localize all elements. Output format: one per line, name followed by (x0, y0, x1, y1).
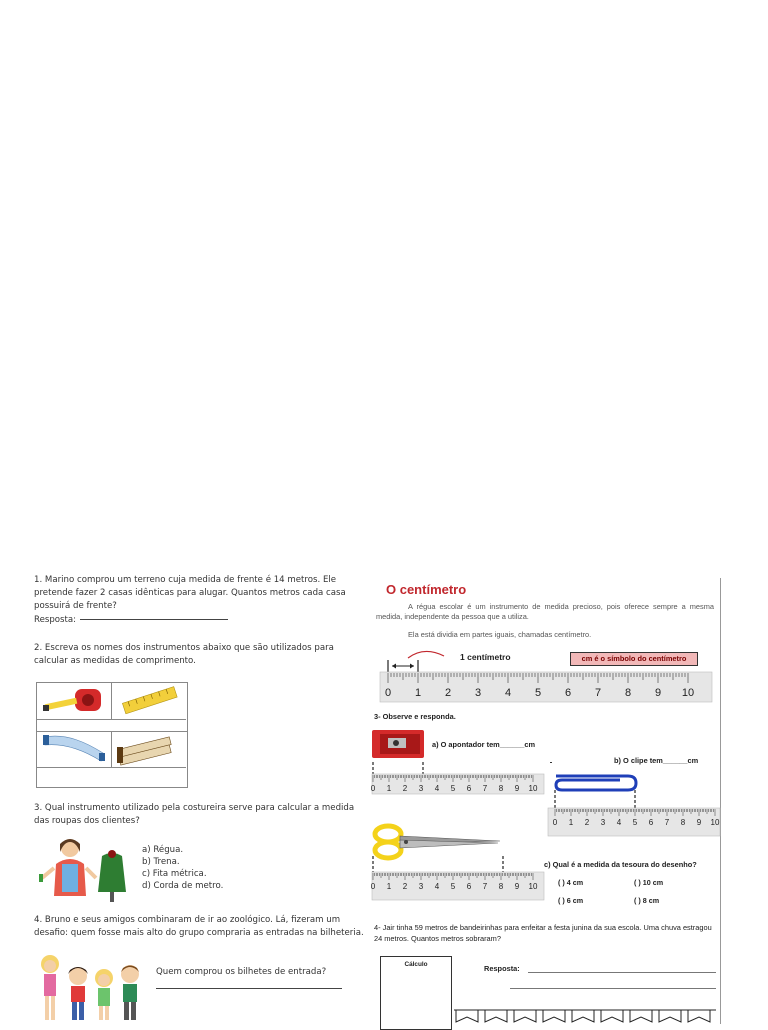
question-a: a) O apontador tem______cm (432, 740, 536, 749)
ruler-c (372, 856, 548, 906)
ruler-number: 9 (696, 818, 702, 827)
flag-icons (456, 1010, 710, 1022)
ruler-number: 4 (434, 784, 440, 793)
one-cm-label: 1 centímetro (460, 652, 511, 662)
flag-icon (456, 1010, 478, 1022)
question-4-prompt (156, 966, 326, 979)
ruler-b (548, 790, 724, 840)
ruler-number: 9 (654, 687, 662, 699)
flag-icon (659, 1010, 681, 1022)
ruler-number: 8 (498, 784, 504, 793)
seamstress-picture (36, 834, 136, 904)
ruler-number: 6 (564, 687, 572, 699)
ruler-number: 8 (498, 882, 504, 891)
flag-icon (572, 1010, 594, 1022)
scissors-icon (375, 826, 500, 858)
option-c[interactable]: c) Fita métrica. (142, 869, 207, 879)
girl-blonde-icon (41, 955, 59, 1020)
flag-icon (601, 1010, 623, 1022)
sharpener-picture (372, 728, 432, 760)
separator-dot (550, 762, 552, 763)
ruler-number: 8 (680, 818, 686, 827)
ruler-number: 5 (450, 882, 456, 891)
ruler-number: 10 (528, 882, 538, 891)
question-1: 1. Marino comprou um terreno cuja medida de frente é 14 metros. Ele pretende fazer 2 casas idênticas para alugar. Quantos metros cada casa possuirá de frente? (34, 575, 346, 611)
ruler-number: 2 (584, 818, 590, 827)
answer-line-1[interactable] (34, 614, 228, 627)
option-a[interactable]: a) Régua. (142, 845, 184, 855)
answer-line-4[interactable] (156, 988, 342, 989)
flag-icon (543, 1010, 565, 1022)
big-ruler (380, 648, 712, 704)
answer-label-right: Resposta: (484, 964, 520, 973)
option-10cm[interactable]: ( ) 10 cm (634, 878, 664, 887)
instruments-table (36, 682, 188, 788)
question-c: c) Qual é a medida da tesoura do desenho? (544, 860, 697, 869)
ruler-number: 0 (370, 882, 376, 891)
seamstress-icon (39, 839, 96, 896)
ruler-a (372, 762, 548, 808)
measuring-tape-icon (43, 735, 105, 761)
ruler-number: 1 (386, 784, 392, 793)
intro-text: A régua escolar é um instrumento de medida precioso, pois oferece sempre a mesma medida, independente da pessoa que a utiliza. (376, 602, 714, 621)
bunting-flags (454, 1006, 716, 1026)
ruler-number: 6 (648, 818, 654, 827)
tape-measure-icon (43, 689, 101, 711)
ruler-number: 2 (402, 882, 408, 891)
paper-clip-icon (556, 776, 636, 790)
ruler-number: 7 (594, 687, 602, 699)
answer-line-right-1[interactable] (528, 972, 716, 973)
question-3-options (142, 844, 223, 892)
ruler-number: 0 (370, 784, 376, 793)
question-4-right: 4- Jair tinha 59 metros de bandeirinhas para enfeitar a festa junina da sua escola. Uma chuva estragou 24 metros. Quantos metros sobraram? (374, 923, 712, 943)
ruler-number: 8 (624, 687, 632, 699)
ruler-number: 4 (434, 882, 440, 891)
ruler-number: 1 (568, 818, 574, 827)
girl-green-icon (95, 969, 113, 1020)
dress-form-icon (98, 850, 126, 902)
option-6cm[interactable]: ( ) 6 cm (558, 896, 584, 905)
ruler-number: 6 (466, 784, 472, 793)
instrument-pictures (37, 683, 187, 787)
boy-dark-hair-icon (68, 967, 88, 1020)
flag-icon (485, 1010, 507, 1022)
question-3: 3. Qual instrumento utilizado pela costureira serve para calcular a medida das roupas dos clientes? (34, 803, 355, 826)
ruler-number: 4 (616, 818, 622, 827)
option-8cm[interactable]: ( ) 8 cm (634, 896, 660, 905)
option-4cm[interactable]: ( ) 4 cm (558, 878, 584, 887)
ruler-number: 5 (632, 818, 638, 827)
ruler-number: 2 (444, 687, 452, 699)
question-4-sub: Quem comprou os bilhetes de entrada? (156, 967, 327, 977)
kids-picture (36, 950, 152, 1026)
ruler-number: 0 (384, 687, 392, 699)
ruler-icon (122, 687, 177, 714)
question-4: 4. Bruno e seus amigos combinaram de ir ao zoológico. Lá, fizeram um desafio: quem fosse mais alto do grupo compraria as entradas na bilheteria. (34, 915, 364, 938)
curved-arrow-icon (408, 651, 444, 658)
ruler-number: 5 (534, 687, 542, 699)
ruler-number: 5 (450, 784, 456, 793)
flag-icon (630, 1010, 652, 1022)
ruler-number: 3 (600, 818, 606, 827)
ruler-number: 7 (664, 818, 670, 827)
question-b: b) O clipe tem______cm (614, 756, 699, 765)
ruler-number: 10 (710, 818, 720, 827)
cm-symbol-note: cm é o símbolo do centímetro (570, 652, 698, 666)
ruler-number: 9 (514, 784, 520, 793)
observe-heading: 3- Observe e responda. (374, 712, 456, 721)
ruler-number: 6 (466, 882, 472, 891)
ruler-number: 3 (474, 687, 482, 699)
flag-icon (688, 1010, 710, 1022)
folding-rule-icon (117, 737, 171, 765)
option-b[interactable]: b) Trena. (142, 857, 180, 867)
calculation-label: Cálculo (404, 961, 428, 968)
ruler-number: 2 (402, 784, 408, 793)
question-2: 2. Escreva os nomes dos instrumentos abaixo que são utilizados para calcular as medidas de comprimento. (34, 643, 334, 666)
ruler-number: 4 (504, 687, 512, 699)
ruler-number: 3 (418, 882, 424, 891)
answer-underline (80, 619, 228, 620)
ruler-number: 7 (482, 882, 488, 891)
right-worksheet (372, 578, 721, 1024)
intro-text-2: Ela está dividia em partes iguais, chamadas centímetro. (408, 630, 592, 639)
ruler-number: 1 (386, 882, 392, 891)
ruler-number: 10 (528, 784, 538, 793)
ruler-number: 0 (552, 818, 558, 827)
boy-green-shirt-icon (121, 965, 139, 1020)
calculation-box[interactable] (380, 956, 452, 1030)
ruler-number: 9 (514, 882, 520, 891)
answer-label: Resposta: (34, 615, 77, 625)
ruler-number: 1 (414, 687, 422, 699)
ruler-number: 10 (681, 687, 695, 699)
ruler-number: 7 (482, 784, 488, 793)
option-d[interactable]: d) Corda de metro. (142, 881, 224, 891)
flag-icon (514, 1010, 536, 1022)
ruler-number: 3 (418, 784, 424, 793)
section-title: O centímetro (386, 582, 467, 597)
answer-line-right-2[interactable] (510, 988, 716, 989)
